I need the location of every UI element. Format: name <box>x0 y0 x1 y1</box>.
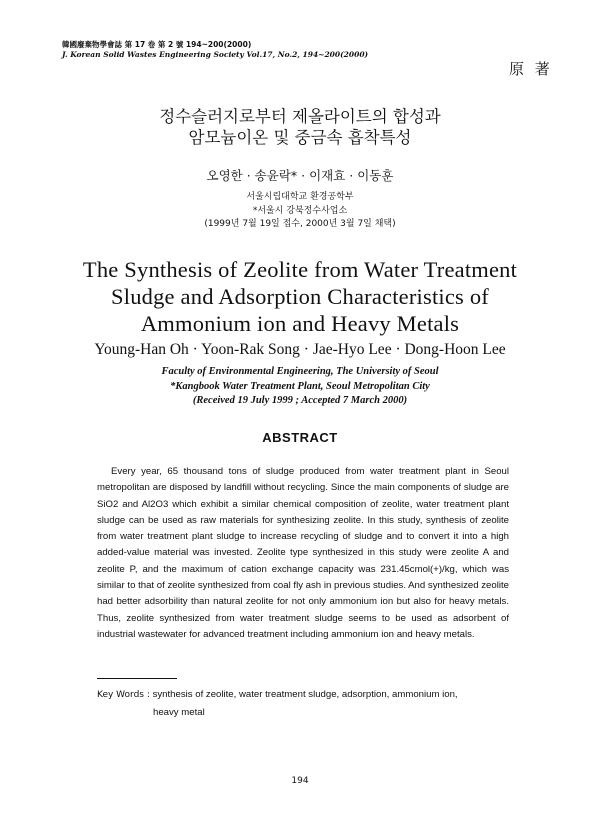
korean-affiliation <box>0 191 600 232</box>
article-type-label: 原 著 <box>509 60 553 78</box>
keywords-text-2: heavy metal <box>153 707 205 718</box>
english-affiliation-line-2: *Kangbook Water Treatment Plant, Seoul Metropolitan City <box>170 380 430 392</box>
keywords-label: Key Words : <box>97 690 150 700</box>
abstract-body: Every year, 65 thousand tons of sludge produced from water treatment plant in Seoul metropolitan are disposed by landfill without recycling. Since the main components of sludge are SiO2 and Al2O3 which exhibit a similar chemical composition of zeolite, water treatment plant sludge can be used as raw materials for synthesizing zeolite. In this study, synthesis of zeolite from water treatment plant sludge to increase recycling of sludge and to convert it into a high added-value material was invested. Zeolite type synthesized in this study were zeolite A and zeolite P, and the maximum of cation exchange capacity was 231.45cmol(+)/kg, which was similar to that of zeolite synthesized from coal fly ash in previous studies. And synthesized zeolite had better adsorbility than natural zeolite for not only ammonium ion but also for heavy metals. Thus, zeolite synthesized from water treatment sludge seems to be used as adsorbent of industrial wastewater for advanced treatment including ammonium ion and heavy metals. <box>97 466 509 640</box>
english-received-date: (Received 19 July 1999 ; Accepted 7 March 2000) <box>192 395 408 406</box>
english-title-line-1: The Synthesis of Zeolite from Water Treatment <box>82 257 518 282</box>
page-number: 194 <box>291 776 309 786</box>
journal-korean-line: 韓國廢棄物學會誌 第 17 卷 第 2 號 194~200(2000) <box>62 40 252 49</box>
korean-received-date: (1999년 7월 19일 접수, 2000년 3월 7일 채택) <box>204 219 396 229</box>
journal-english-line: J. Korean Solid Wastes Engineering Society Vol.17, No.2, 194~200(2000) <box>62 50 369 59</box>
keywords-line-1 <box>97 686 517 704</box>
keywords-divider <box>97 678 177 679</box>
english-title-line-2: Sludge and Adsorption Characteristics of <box>111 284 489 309</box>
journal-header <box>62 40 368 60</box>
abstract-heading: ABSTRACT <box>262 430 338 445</box>
keywords <box>97 686 517 721</box>
english-title <box>0 256 600 337</box>
korean-title-line-2: 암모늄이온 및 중금속 흡착특성 <box>188 128 412 147</box>
english-authors: Young-Han Oh · Yoon-Rak Song · Jae-Hyo Lee · Dong-Hoon Lee <box>94 341 506 358</box>
korean-title-line-1: 정수슬러지로부터 제올라이트의 합성과 <box>159 107 441 126</box>
english-affiliation <box>0 365 600 409</box>
korean-affiliation-line-2: *서울시 강북정수사업소 <box>252 205 348 216</box>
korean-affiliation-line-1: 서울시립대학교 환경공학부 <box>246 192 354 202</box>
english-affiliation-line-1: Faculty of Environmental Engineering, The University of Seoul <box>161 366 439 377</box>
korean-title <box>0 106 600 148</box>
english-title-line-3: Ammonium ion and Heavy Metals <box>140 311 460 336</box>
korean-authors: 오영한 · 송윤락* · 이재효 · 이동훈 <box>206 168 394 183</box>
keywords-text-1: synthesis of zeolite, water treatment sludge, adsorption, ammonium ion, <box>152 689 458 700</box>
